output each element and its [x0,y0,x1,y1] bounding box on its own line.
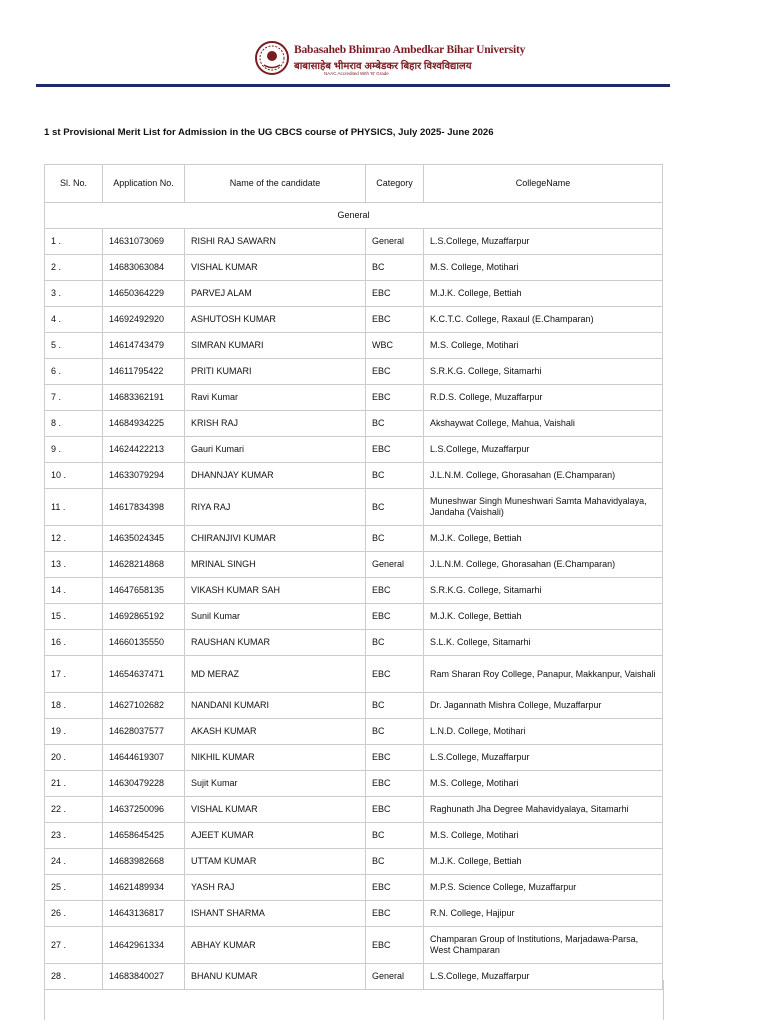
application-no-cell: 14627102682 [103,693,185,719]
category-cell: EBC [366,359,424,385]
candidate-name-cell: NANDANI KUMARI [185,693,366,719]
category-cell: BC [366,489,424,526]
table-continuation [44,980,664,1020]
category-cell: EBC [366,437,424,463]
application-no-cell: 14635024345 [103,526,185,552]
category-cell: EBC [366,797,424,823]
candidate-name-cell: RIYA RAJ [185,489,366,526]
college-name-cell: M.S. College, Motihari [424,333,663,359]
application-no-cell: 14643136817 [103,901,185,927]
college-name-cell: M.P.S. Science College, Muzaffarpur [424,875,663,901]
table-row [45,489,663,526]
application-no-cell: 14631073069 [103,229,185,255]
sl-no-cell: 7 . [45,385,103,411]
sl-no-cell: 28 . [45,964,103,990]
sl-no-cell: 12 . [45,526,103,552]
college-name-cell: M.S. College, Motihari [424,823,663,849]
college-name-cell: Muneshwar Singh Muneshwari Samta Mahavidyalaya, Jandaha (Vaishali) [424,489,663,526]
table-row [45,745,663,771]
category-cell: BC [366,849,424,875]
sl-no-cell: 24 . [45,849,103,875]
category-cell: General [366,229,424,255]
candidate-name-cell: VISHAL KUMAR [185,255,366,281]
table-row [45,229,663,255]
candidate-name-cell: YASH RAJ [185,875,366,901]
table-row [45,656,663,693]
table-row [45,578,663,604]
application-no-cell: 14683063084 [103,255,185,281]
table-row [45,333,663,359]
page-header [0,36,768,84]
table-row [45,630,663,656]
sl-no-cell: 10 . [45,463,103,489]
application-no-cell: 14628037577 [103,719,185,745]
candidate-name-cell: VIKASH KUMAR SAH [185,578,366,604]
table-row [45,797,663,823]
candidate-name-cell: ABHAY KUMAR [185,927,366,964]
page-title: 1 st Provisional Merit List for Admission in the UG CBCS course of PHYSICS, July 2025- June 2026 [44,127,494,138]
category-cell: BC [366,526,424,552]
application-no-cell: 14692865192 [103,604,185,630]
category-cell: General [366,552,424,578]
table-row [45,849,663,875]
table-row [45,411,663,437]
application-no-cell: 14637250096 [103,797,185,823]
application-no-cell: 14692492920 [103,307,185,333]
table-row [45,437,663,463]
candidate-name-cell: ISHANT SHARMA [185,901,366,927]
table-row [45,359,663,385]
candidate-name-cell: ASHUTOSH KUMAR [185,307,366,333]
college-name-cell: R.D.S. College, Muzaffarpur [424,385,663,411]
college-name-cell: L.S.College, Muzaffarpur [424,964,663,990]
application-no-cell: 14628214868 [103,552,185,578]
sl-no-cell: 3 . [45,281,103,307]
application-no-cell: 14630479228 [103,771,185,797]
application-no-cell: 14624422213 [103,437,185,463]
college-name-cell: S.L.K. College, Sitamarhi [424,630,663,656]
application-no-cell: 14614743479 [103,333,185,359]
candidate-name-cell: Ravi Kumar [185,385,366,411]
sl-no-cell: 8 . [45,411,103,437]
table-row [45,693,663,719]
university-seal-icon [254,40,290,76]
college-name-cell: Raghunath Jha Degree Mahavidyalaya, Sitamarhi [424,797,663,823]
candidate-name-cell: PRITI KUMARI [185,359,366,385]
college-name-cell: M.J.K. College, Bettiah [424,281,663,307]
sl-no-cell: 27 . [45,927,103,964]
column-header-application-no: Application No. [103,165,185,203]
sl-no-cell: 20 . [45,745,103,771]
category-cell: EBC [366,307,424,333]
college-name-cell: Dr. Jagannath Mishra College, Muzaffarpur [424,693,663,719]
college-name-cell: K.C.T.C. College, Raxaul (E.Champaran) [424,307,663,333]
application-no-cell: 14683362191 [103,385,185,411]
group-row [45,203,663,229]
table-header-row [45,165,663,203]
application-no-cell: 14654637471 [103,656,185,693]
table-row [45,604,663,630]
college-name-cell: S.R.K.G. College, Sitamarhi [424,578,663,604]
category-cell: EBC [366,875,424,901]
candidate-name-cell: MD MERAZ [185,656,366,693]
college-name-cell: M.J.K. College, Bettiah [424,526,663,552]
sl-no-cell: 4 . [45,307,103,333]
category-cell: EBC [366,745,424,771]
college-name-cell: L.N.D. College, Motihari [424,719,663,745]
sl-no-cell: 17 . [45,656,103,693]
candidate-name-cell: MRINAL SINGH [185,552,366,578]
candidate-name-cell: Sunil Kumar [185,604,366,630]
category-cell: EBC [366,385,424,411]
candidate-name-cell: Sujit Kumar [185,771,366,797]
college-name-cell: R.N. College, Hajipur [424,901,663,927]
category-cell: BC [366,719,424,745]
candidate-name-cell: UTTAM KUMAR [185,849,366,875]
application-no-cell: 14621489934 [103,875,185,901]
college-name-cell: M.S. College, Motihari [424,771,663,797]
college-name-cell: M.S. College, Motihari [424,255,663,281]
application-no-cell: 14683840027 [103,964,185,990]
accreditation-text: NAAC Accredited With 'B' Grade [324,71,389,76]
category-cell: BC [366,463,424,489]
application-no-cell: 14611795422 [103,359,185,385]
candidate-name-cell: SIMRAN KUMARI [185,333,366,359]
category-cell: EBC [366,656,424,693]
sl-no-cell: 13 . [45,552,103,578]
category-cell: BC [366,823,424,849]
candidate-name-cell: Gauri Kumari [185,437,366,463]
sl-no-cell: 11 . [45,489,103,526]
sl-no-cell: 15 . [45,604,103,630]
sl-no-cell: 22 . [45,797,103,823]
sl-no-cell: 19 . [45,719,103,745]
college-name-cell: Champaran Group of Institutions, Marjadawa-Parsa, West Champaran [424,927,663,964]
category-cell: EBC [366,771,424,797]
candidate-name-cell: CHIRANJIVI KUMAR [185,526,366,552]
application-no-cell: 14660135550 [103,630,185,656]
table-row [45,463,663,489]
category-cell: BC [366,255,424,281]
college-name-cell: Akshaywat College, Mahua, Vaishali [424,411,663,437]
candidate-name-cell: DHANNJAY KUMAR [185,463,366,489]
table-row [45,552,663,578]
sl-no-cell: 26 . [45,901,103,927]
column-header-college-name: CollegeName [424,165,663,203]
category-cell: EBC [366,281,424,307]
category-cell: EBC [366,604,424,630]
column-header-category: Category [366,165,424,203]
college-name-cell: Ram Sharan Roy College, Panapur, Makkanpur, Vaishali [424,656,663,693]
column-header-candidate-name: Name of the candidate [185,165,366,203]
table-row [45,927,663,964]
application-no-cell: 14683982668 [103,849,185,875]
application-no-cell: 14642961334 [103,927,185,964]
college-name-cell: J.L.N.M. College, Ghorasahan (E.Champaran) [424,463,663,489]
table-row [45,307,663,333]
sl-no-cell: 5 . [45,333,103,359]
college-name-cell: M.J.K. College, Bettiah [424,849,663,875]
application-no-cell: 14684934225 [103,411,185,437]
candidate-name-cell: VISHAL KUMAR [185,797,366,823]
category-cell: WBC [366,333,424,359]
college-name-cell: M.J.K. College, Bettiah [424,604,663,630]
category-cell: EBC [366,578,424,604]
college-name-cell: L.S.College, Muzaffarpur [424,437,663,463]
sl-no-cell: 16 . [45,630,103,656]
application-no-cell: 14647658135 [103,578,185,604]
group-label: General [45,203,663,229]
candidate-name-cell: KRISH RAJ [185,411,366,437]
sl-no-cell: 14 . [45,578,103,604]
category-cell: BC [366,630,424,656]
application-no-cell: 14617834398 [103,489,185,526]
table-row [45,823,663,849]
sl-no-cell: 21 . [45,771,103,797]
application-no-cell: 14644619307 [103,745,185,771]
sl-no-cell: 25 . [45,875,103,901]
table-row [45,281,663,307]
header-divider [36,84,670,87]
sl-no-cell: 2 . [45,255,103,281]
college-name-cell: S.R.K.G. College, Sitamarhi [424,359,663,385]
table-row [45,901,663,927]
candidate-name-cell: RISHI RAJ SAWARN [185,229,366,255]
sl-no-cell: 23 . [45,823,103,849]
college-name-cell: L.S.College, Muzaffarpur [424,229,663,255]
application-no-cell: 14633079294 [103,463,185,489]
candidate-name-cell: AKASH KUMAR [185,719,366,745]
candidate-name-cell: BHANU KUMAR [185,964,366,990]
candidate-name-cell: PARVEJ ALAM [185,281,366,307]
table-row [45,771,663,797]
college-name-cell: J.L.N.M. College, Ghorasahan (E.Champaran) [424,552,663,578]
category-cell: BC [366,411,424,437]
category-cell: General [366,964,424,990]
university-name-english: Babasaheb Bhimrao Ambedkar Bihar University [294,44,526,56]
table-row [45,255,663,281]
university-name-hindi: बाबासाहेब भीमराव अम्बेडकर बिहार विश्वविद्यालय [294,61,472,72]
table-row [45,526,663,552]
sl-no-cell: 6 . [45,359,103,385]
category-cell: EBC [366,927,424,964]
college-name-cell: L.S.College, Muzaffarpur [424,745,663,771]
application-no-cell: 14658645425 [103,823,185,849]
column-header-sl-no: Sl. No. [45,165,103,203]
category-cell: EBC [366,901,424,927]
merit-list-table [44,164,663,990]
university-logo [254,40,526,80]
sl-no-cell: 9 . [45,437,103,463]
candidate-name-cell: RAUSHAN KUMAR [185,630,366,656]
candidate-name-cell: NIKHIL KUMAR [185,745,366,771]
category-cell: BC [366,693,424,719]
table-row [45,875,663,901]
application-no-cell: 14650364229 [103,281,185,307]
table-row [45,719,663,745]
table-row [45,385,663,411]
sl-no-cell: 1 . [45,229,103,255]
sl-no-cell: 18 . [45,693,103,719]
candidate-name-cell: AJEET KUMAR [185,823,366,849]
